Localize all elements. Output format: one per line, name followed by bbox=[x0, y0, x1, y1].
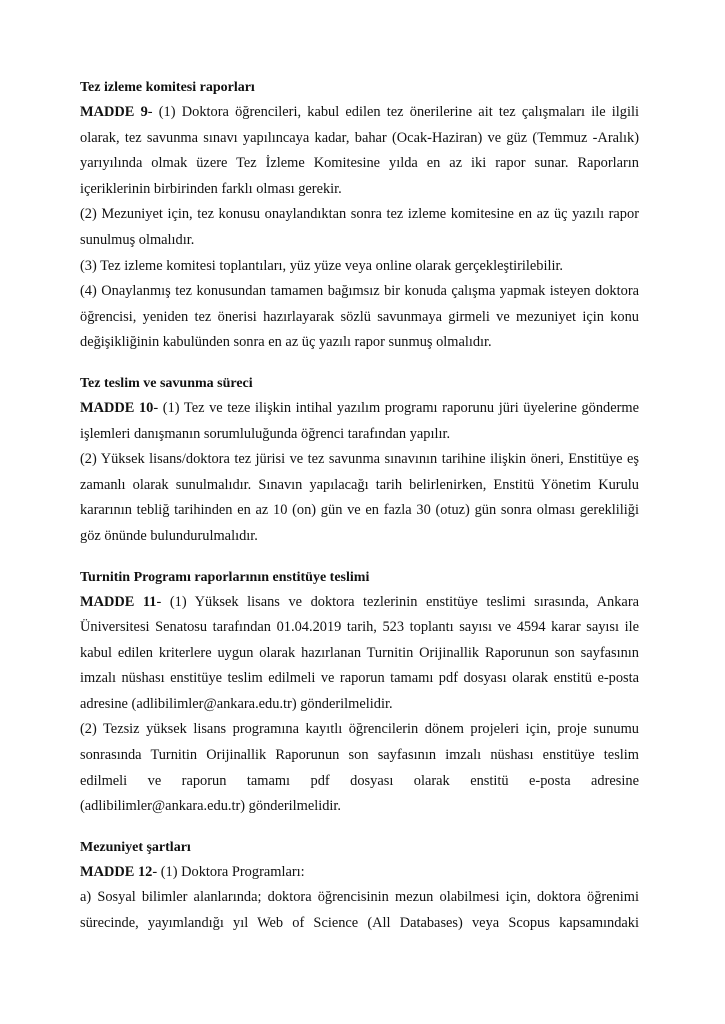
line-text: (4) Onaylanmış tez konusundan tamamen bağımsız bir konuda çalışma yapmak isteyen doktora bbox=[80, 283, 639, 300]
paragraph-line bbox=[80, 717, 639, 743]
line-text: göz önünde bulundurulmalıdır. bbox=[80, 527, 258, 544]
paragraph-line bbox=[80, 641, 639, 667]
line-text: (2) Mezuniyet için, tez konusu onaylandıktan sonra tez izleme komitesine en az üç yazılı rapor bbox=[80, 206, 639, 223]
line-text: (2) Tezsiz yüksek lisans programına kayıtlı öğrencilerin dönem projeleri için, proje sunumu bbox=[80, 721, 639, 738]
section-heading: Tez izleme komitesi raporları bbox=[80, 80, 255, 95]
section bbox=[80, 565, 639, 820]
paragraph-line bbox=[80, 498, 639, 524]
paragraph-line bbox=[80, 330, 639, 356]
line-text: imzalı nüshası enstitüye teslim edilmeli ve raporun tamamı pdf dosyası olarak enstitü e-posta bbox=[80, 670, 639, 687]
line-text: içeriklerinin birbirinden farklı olması gerekir. bbox=[80, 180, 342, 197]
paragraph-line bbox=[80, 615, 639, 641]
line-text: a) Sosyal bilimler alanlarında; doktora öğrencisinin mezun olabilmesi için, doktora öğrenimi bbox=[80, 889, 639, 906]
line-text: değişikliğinin kabulünden sonra en az üç yazılı rapor sunmuş olmalıdır. bbox=[80, 334, 492, 351]
line-text: adresine (adlibilimler@ankara.edu.tr) gönderilmelidir. bbox=[80, 695, 393, 712]
line-text: (3) Tez izleme komitesi toplantıları, yüz yüze veya online olarak gerçekleştirilebilir. bbox=[80, 257, 564, 274]
article-first-line bbox=[80, 590, 639, 616]
paragraph-line bbox=[80, 254, 639, 280]
article-number: MADDE 11 bbox=[80, 593, 157, 610]
line-text: kabul edilen kriterlere uygun olarak hazırlanan Turnitin Orijinallik Raporunun son sayfasının bbox=[80, 644, 639, 661]
line-text: sonrasında Turnitin Orijinallik Raporunun son sayfasının imzalı nüshası enstitüye teslim bbox=[80, 747, 639, 764]
line-text: sürecinde, yayımlandığı yıl Web of Science (All Databases) veya Scopus kapsamındaki bbox=[80, 915, 639, 932]
paragraph-line bbox=[80, 911, 639, 937]
line-text: öğrencisi, yeniden tez önerisi hazırlayarak sözlü savunmaya girmeli ve mezuniyet için konu bbox=[80, 308, 639, 325]
paragraph-line bbox=[80, 524, 639, 550]
paragraph-line bbox=[80, 885, 639, 911]
paragraph-line bbox=[80, 151, 639, 177]
article-number: MADDE 9 bbox=[80, 104, 148, 120]
section-heading: Mezuniyet şartları bbox=[80, 839, 191, 855]
article-number: MADDE 10 bbox=[80, 399, 154, 416]
section-heading: Turnitin Programı raporlarının enstitüye teslimi bbox=[80, 569, 370, 585]
paragraph-line bbox=[80, 769, 639, 795]
line-text: - (1) Doktora Programları: bbox=[152, 863, 305, 880]
section bbox=[80, 835, 639, 937]
line-text: kararının tebliğ tarihinden en az 10 (on) gün ve en fazla 30 (otuz) gün sonra olması gerekliliği bbox=[80, 502, 639, 519]
paragraph-line bbox=[80, 228, 639, 254]
section bbox=[80, 371, 639, 550]
paragraph-line bbox=[80, 447, 639, 473]
line-text: sunulmuş olmalıdır. bbox=[80, 231, 195, 248]
paragraph-line bbox=[80, 202, 639, 228]
line-text: işlemleri danışmanın sorumluluğunda öğrenci tarafından yapılır. bbox=[80, 425, 451, 442]
line-text: yarıyılında olmak üzere Tez İzleme Komitesine yılda en az iki rapor sunar. Raporların bbox=[80, 155, 639, 172]
paragraph-line bbox=[80, 279, 639, 305]
line-text: olarak, tez savunma sınavı yapılıncaya kadar, bahar (Ocak-Haziran) ve güz (Temmuz -Aralık) bbox=[80, 129, 639, 146]
line-text: - (1) Yüksek lisans ve doktora tezlerinin enstitüye teslimi sırasında, Ankara bbox=[156, 593, 639, 610]
paragraph-line bbox=[80, 473, 639, 499]
paragraph-line bbox=[80, 743, 639, 769]
line-text: edilmeli ve raporun tamamı pdf dosyası olarak enstitü e-posta adresine bbox=[80, 772, 639, 789]
article-first-line bbox=[80, 860, 639, 886]
section bbox=[80, 75, 639, 356]
paragraph-line bbox=[80, 126, 639, 152]
line-text: - (1) Tez ve teze ilişkin intihal yazılım programı raporunu jüri üyelerine gönderme bbox=[153, 399, 639, 416]
line-text: - (1) Doktora öğrencileri, kabul edilen tez önerilerine ait tez çalışmaları ile ilgili bbox=[147, 104, 639, 120]
article-number: MADDE 12 bbox=[80, 863, 153, 880]
section-heading: Tez teslim ve savunma süreci bbox=[80, 375, 253, 391]
line-text: zamanlı olarak sunulmalıdır. Sınavın yapılacağı tarih belirlenirken, Enstitü Yönetim Kurulu bbox=[80, 476, 639, 493]
article-first-line bbox=[80, 396, 639, 422]
line-text: (adlibilimler@ankara.edu.tr) gönderilmelidir. bbox=[80, 798, 342, 815]
paragraph-line bbox=[80, 666, 639, 692]
paragraph-line bbox=[80, 422, 639, 448]
line-text: Üniversitesi Senatosu tarafından 01.04.2019 tarih, 523 toplantı sayısı ve 4594 karar sayısı ile bbox=[80, 619, 639, 636]
paragraph-line bbox=[80, 177, 639, 203]
article-first-line bbox=[80, 100, 639, 126]
line-text: (2) Yüksek lisans/doktora tez jürisi ve tez savunma sınavının tarihine ilişkin öneri, Enstitüye eş bbox=[80, 451, 639, 468]
paragraph-line bbox=[80, 794, 639, 820]
paragraph-line bbox=[80, 692, 639, 718]
paragraph-line bbox=[80, 305, 639, 331]
